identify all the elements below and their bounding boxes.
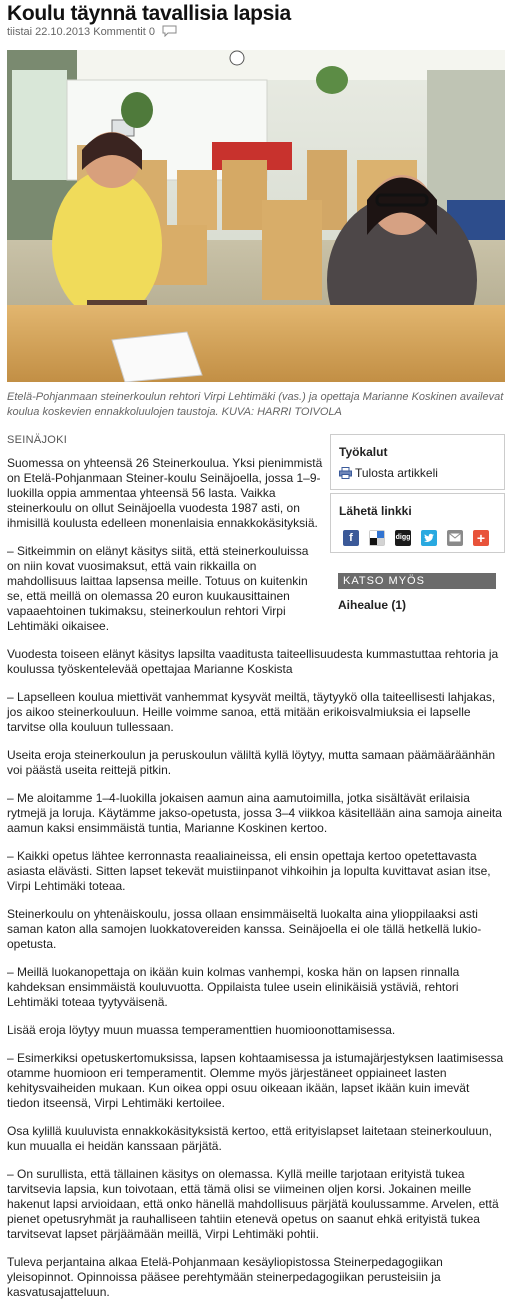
- article-paragraph: Suomessa on yhteensä 26 Steinerkoulua. Yksi pienimmistä on Etelä-Pohjanmaan Steiner-koulu Seinäjoella, jossa 1–9-luokilla oppia ammentaa yhteensä 56 lasta. Vaikka steinerkoulu on ollut Seinäjoella vuodesta 1987 asti, on ihmisillä koulusta edelleen monenlaisia ennakkokäsityksiä.: [7, 456, 323, 530]
- article-paragraph: Lisää eroja löytyy muun muassa temperamenttien huomioonottamisessa.: [7, 1023, 396, 1037]
- article-paragraph: – Esimerkiksi opetuskertomuksissa, lapsen kohtaamisessa ja istumajärjestyksen laatimisessa otamme huomioon eri temperamentit. Olemme myös järjestäneet oppiaineet lasten kehitysvaiheiden mukaan. Kun oikea oppi osuu oikeaan ikään, lapset ikään kuin imevät tiedon itseensä, Virpi Lehtimäki kertoilee.: [7, 1051, 504, 1110]
- share-box: [330, 493, 505, 553]
- article-meta: [7, 25, 177, 40]
- article-paragraph: – Lapselleen koulua miettivät vanhemmat kysyvät meiltä, täytyykö olla taiteellisesti lahjakas, jos aikoo steinerkouluun. Heille voimme sanoa, että mitään erikoisvalmiuksia ei lapselle tarvitse olla kouluun tullessaan.: [7, 690, 496, 734]
- digg-icon[interactable]: digg: [395, 530, 411, 546]
- article-paragraph: – Me aloitamme 1–4-luokilla jokaisen aamun aina aamutoimilla, jotka sisältävät erilaisia rytmejä ja loruja. Käytämme jakso-opetusta, jossa 3–4 viikkoa käsitellään aina samoja aineita aamun kaksi ensimmäistä tuntia, Marianne Koskinen kertoo.: [7, 791, 502, 835]
- article-paragraph: Vuodesta toiseen elänyt käsitys lapsilta vaaditusta taiteellisuudesta kummastuttaa rehtoria ja koulussa työskentelevää opettajaa Marianne Koskista: [7, 647, 499, 676]
- article-paragraph: Osa kylillä kuuluvista ennakkokäsityksistä kertoo, että erityislapset laitetaan steinerkouluun, kun muualla ei heidän kanssaan pärjätä.: [7, 1124, 492, 1153]
- article-photo: [7, 50, 505, 382]
- article-paragraph: – Sitkeimmin on elänyt käsitys siitä, että steinerkouluissa on niin kovat vuosimaksut, että vain rikkailla on mahdollisuus laittaa lapsensa meille. Totuus on kuitenkin se, että meillä on olemassa 20 euron kuukausittainen vapaaehtoinen tukimaksu, steinerkoulun rehtori Virpi Lehtimäki oikaisee.: [7, 544, 309, 633]
- share-icons: [343, 530, 489, 546]
- tools-title: Työkalut: [339, 445, 388, 459]
- see-also-header: KATSO MYÖS: [338, 573, 496, 589]
- article-date-comments[interactable]: tiistai 22.10.2013 Kommentit 0: [7, 26, 155, 38]
- article-sidebar: [330, 434, 505, 612]
- article-paragraph: – On surullista, että tällainen käsitys on olemassa. Kyllä meille tarjotaan erityistä tukea tarvitsevia lapsia, kun toivotaan, että tämä olisi se viimeinen oljen korsi. Jokainen meille hakenut lapsi arvioidaan, että onko hänellä mahdollisuus pärjätä koulussamme. Arvelen, että pienet opetusryhmät ja rauhalliseen tahtiin etenevä opetus on saanut ehkä erityistä tukea tarvitsevat lapset pärjäämään meillä, Virpi Lehtimäki pohtii.: [7, 1167, 499, 1241]
- comment-bubble-icon[interactable]: [162, 25, 177, 40]
- article-paragraph: Tuleva perjantaina alkaa Etelä-Pohjanmaan kesäyliopistossa Steinerpedagogiikan yleisopinnot. Opinnoissa pääsee perehtymään steinerpedagogiikan perusteisiin ja kasvatusajatteluun.: [7, 1255, 443, 1299]
- facebook-icon[interactable]: f: [343, 530, 359, 546]
- article-paragraph: Steinerkoulu on yhtenäiskoulu, jossa ollaan ensimmäiseltä luokalta aina ylioppilaaksi asti saman katon alla samojen luokkatovereiden kanssa. Seinäjoella ei ole tällä hetkellä lukio-opetusta.: [7, 907, 482, 951]
- tools-box: [330, 434, 505, 490]
- photo-caption: Etelä-Pohjanmaan steinerkoulun rehtori Virpi Lehtimäki (vas.) ja opettaja Marianne Koskinen availevat koulua koskevien ennakkoluulojen taustoja. KUVA: HARRI TOIVOLA: [7, 391, 504, 418]
- delicious-icon[interactable]: [369, 530, 385, 546]
- email-icon[interactable]: [447, 530, 463, 546]
- printer-icon[interactable]: [339, 467, 352, 482]
- dateline-location: SEINÄJOKI: [7, 434, 68, 446]
- article-paragraph: – Kaikki opetus lähtee kerronnasta reaaliaineissa, eli ensin opettaja kertoo opetettavasta asiasta elävästi. Sitten lapset tekevät muistiinpanot vihkoihin ja lopulta kuvittavat asian itse, Virpi Lehtimäki toteaa.: [7, 849, 491, 893]
- article-title: Koulu täynnä tavallisia lapsia: [7, 2, 291, 25]
- topic-link[interactable]: Aihealue (1): [338, 598, 407, 612]
- article-paragraph: Useita eroja steinerkoulun ja peruskoulun väliltä kyllä löytyy, mutta samaan päämääräänhän voi päästä useita reittejä pitkin.: [7, 748, 496, 777]
- print-article-label[interactable]: Tulosta artikkeli: [355, 466, 438, 480]
- plus-icon[interactable]: +: [473, 530, 489, 546]
- share-title: Lähetä linkki: [339, 504, 412, 518]
- twitter-icon[interactable]: [421, 530, 437, 546]
- article-paragraph: – Meillä luokanopettaja on ikään kuin kolmas vanhempi, koska hän on lapsen rinnalla kahdeksan ensimmäistä kouluvuotta. Oppilaista tulee usein elinikäisiä ystäviä, rehtori Lehtimäki toteaa tyytyväisenä.: [7, 965, 460, 1009]
- print-article-link[interactable]: [339, 466, 438, 482]
